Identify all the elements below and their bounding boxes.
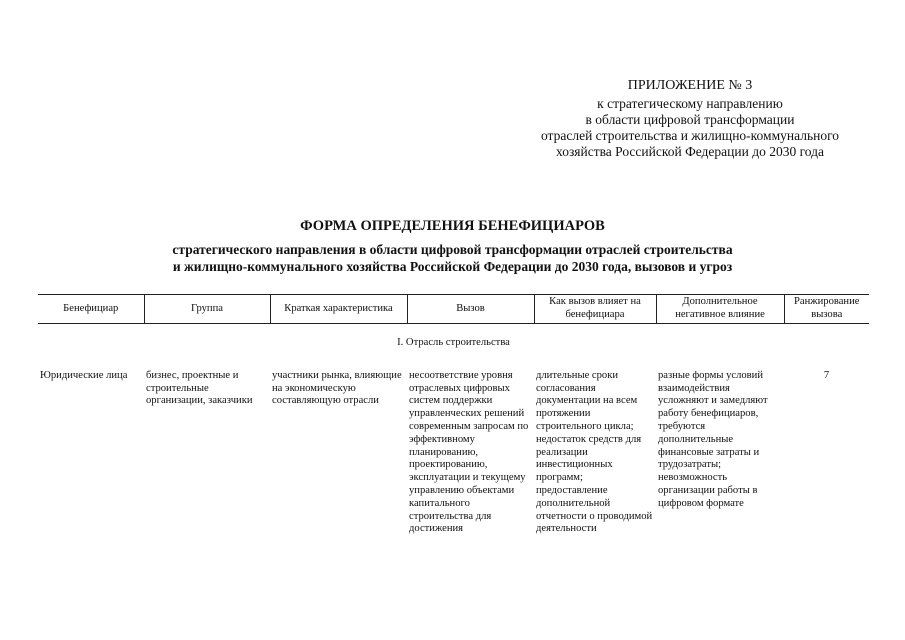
cell-challenge: несоответствие уровня отраслевых цифровых систем поддержки управленческих решений современным запросам по эффективному планированию, проектированию, эксплуатации и текущему управлению объектами капитального строительства для достижения xyxy=(409,369,529,535)
cell-additional-impact: разные формы условий взаимодействия усложняют и замедляют работу бенефициаров, требуются дополнительные финансовые затраты и трудозатраты; невозможность организации работы в цифровом формате xyxy=(658,369,768,509)
appendix-number: ПРИЛОЖЕНИЕ № 3 xyxy=(627,78,753,93)
column-header-group: Группа xyxy=(144,295,270,324)
appendix-line: хозяйства Российской Федерации до 2030 года xyxy=(555,144,825,159)
document-subtitle xyxy=(0,241,905,275)
section-title: I. Отрасль строительства xyxy=(397,337,510,348)
cell-impact: длительные сроки согласования документации на всем протяжении строительного цикла; недостаток средств для реализации инвестиционных программ; предоставление дополнительной отчетности о проводимой деятельности xyxy=(536,369,653,535)
section-row xyxy=(38,324,869,370)
appendix-block xyxy=(470,78,905,160)
table-row xyxy=(38,370,869,536)
subtitle-line: стратегического направления в области цифровой трансформации отраслей строительства xyxy=(172,242,733,257)
subtitle-line: и жилищно-коммунального хозяйства Российской Федерации до 2030 года, вызовов и угроз xyxy=(172,259,733,274)
column-header-description: Краткая характеристика xyxy=(270,295,407,324)
appendix-line: к стратегическому направлению xyxy=(597,96,783,111)
beneficiaries-table xyxy=(38,294,869,536)
table-header-row xyxy=(38,295,869,324)
cell-group: бизнес, проектные и строительные организации, заказчики xyxy=(146,369,253,407)
column-header-challenge: Вызов xyxy=(407,295,534,324)
document-title: ФОРМА ОПРЕДЕЛЕНИЯ БЕНЕФИЦИАРОВ xyxy=(300,218,605,234)
column-header-beneficiary: Бенефициар xyxy=(38,295,144,324)
column-header-additional-impact: Дополнительное негативное влияние xyxy=(656,295,784,324)
cell-rank: 7 xyxy=(823,369,830,381)
cell-beneficiary: Юридические лица xyxy=(40,369,128,381)
appendix-line: отраслей строительства и жилищно-коммунального xyxy=(540,128,840,143)
column-header-impact: Как вызов влияет на бенефициара xyxy=(534,295,656,324)
column-header-rank: Ранжирование вызова xyxy=(784,295,869,324)
appendix-line: в области цифровой трансформации xyxy=(585,112,795,127)
cell-description: участники рынка, влияющие на экономическую составляющую отрасли xyxy=(272,369,402,407)
